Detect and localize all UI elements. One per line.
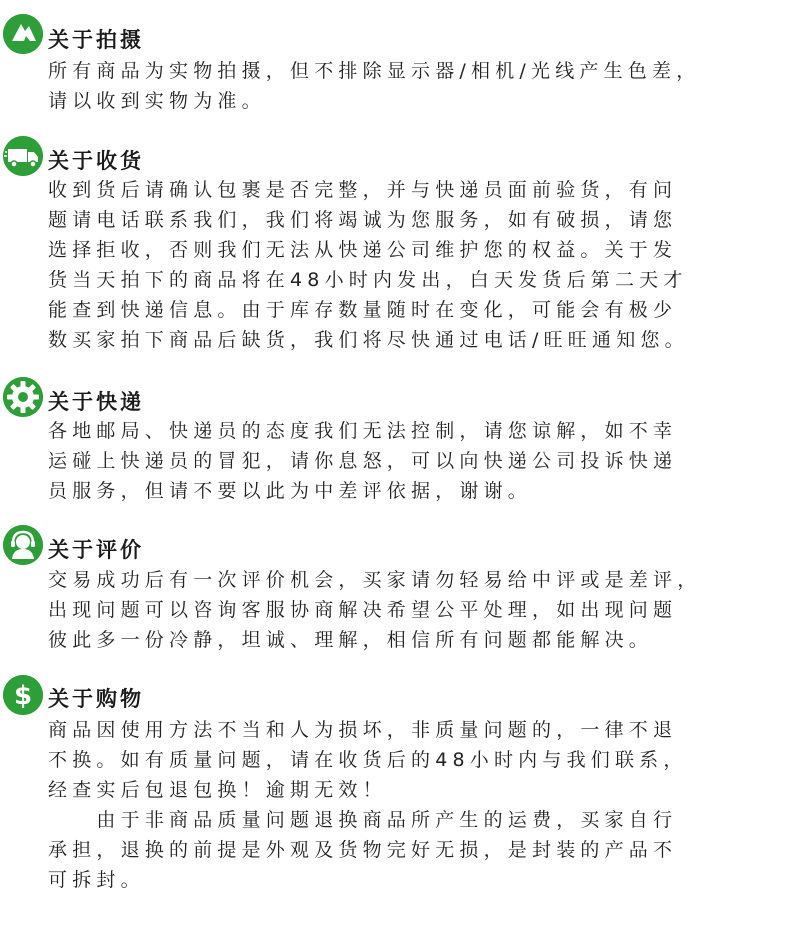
text-line: 选择拒收，否则我们无法从快递公司维护您的权益。关于发	[48, 239, 678, 261]
section-title: 关于收货	[48, 149, 144, 173]
text-line: 能查到快递信息。由于库存数量随时在变化，可能会有极少	[48, 299, 678, 321]
camera-angle-icon	[3, 14, 43, 54]
text-line: 员服务，但请不要以此为中差评依据，谢谢。	[48, 480, 533, 502]
text-line: 承担，退换的前提是外观及货物完好无损，是封装的产品不	[48, 839, 678, 861]
text-line: 可拆封。	[48, 869, 145, 891]
section-body	[48, 715, 768, 895]
text-line: 不换。如有质量问题，请在收货后的48小时内与我们联系，	[48, 749, 688, 771]
customer-service-icon	[3, 525, 43, 565]
text-line: 出现问题可以咨询客服协商解决希望公平处理，如出现问题	[48, 599, 678, 621]
text-line: 由于非商品质量问题退换商品所产生的运费，买家自行	[48, 809, 678, 831]
text-line: 商品因使用方法不当和人为损坏，非质量问题的，一律不退	[48, 719, 678, 741]
gear-icon	[3, 377, 43, 417]
section-body	[48, 56, 768, 116]
text-line: 经查实后包退包换！逾期无效！	[48, 779, 387, 801]
delivery-truck-icon	[3, 136, 43, 176]
text-line: 题请电话联系我们，我们将竭诚为您服务，如有破损，请您	[48, 209, 678, 231]
section-body	[48, 175, 768, 355]
text-line: 货当天拍下的商品将在48小时内发出，白天发货后第二天才	[48, 269, 688, 291]
section-title: 关于拍摄	[48, 28, 144, 52]
text-line: 各地邮局、快递员的态度我们无法控制，请您谅解，如不幸	[48, 420, 678, 442]
text-line: 运碰上快递员的冒犯，请你息怒，可以向快递公司投诉快递	[48, 450, 678, 472]
section-title: 关于评价	[48, 538, 144, 562]
text-line: 彼此多一份冷静，坦诚、理解，相信所有问题都能解决。	[48, 629, 654, 651]
text-line: 所有商品为实物拍摄，但不排除显示器/相机/光线产生色差，	[48, 60, 701, 82]
text-line: 收到货后请确认包裹是否完整，并与快递员面前验货，有问	[48, 179, 678, 201]
section-body	[48, 416, 768, 506]
section-title: 关于快递	[48, 390, 144, 414]
text-line: 数买家拍下商品后缺货，我们将尽快通过电话/旺旺通知您。	[48, 329, 689, 351]
dollar-icon	[3, 675, 43, 715]
section-body	[48, 565, 768, 655]
svg-text:$: $	[13, 681, 33, 711]
text-line: 交易成功后有一次评价机会，买家请勿轻易给中评或是差评，	[48, 569, 702, 591]
text-line: 请以收到实物为准。	[48, 90, 266, 112]
section-title: 关于购物	[48, 687, 144, 711]
